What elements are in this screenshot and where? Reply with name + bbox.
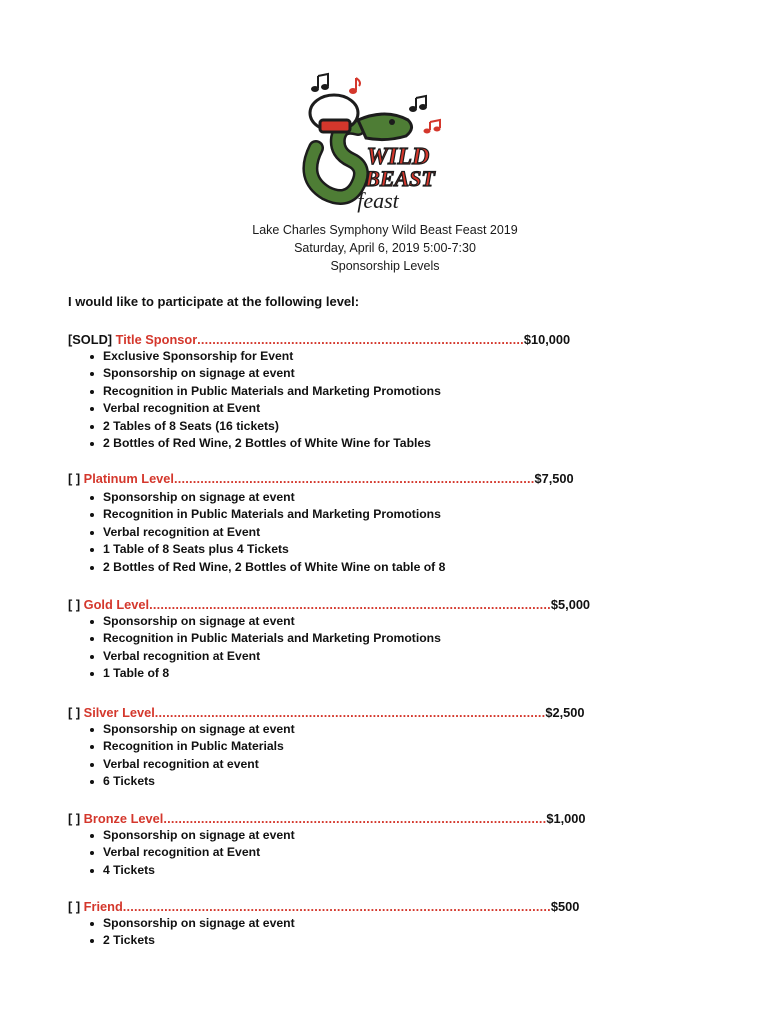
level-checkbox[interactable]: [SOLD] — [68, 332, 113, 347]
benefit-item: 1 Table of 8 Seats plus 4 Tickets — [88, 541, 445, 558]
music-note-icon — [349, 78, 360, 94]
leader-dots: ....................................................................................... — [197, 332, 524, 347]
music-note-icon — [424, 120, 441, 134]
benefit-item: Verbal recognition at event — [88, 756, 295, 773]
intro-text: I would like to participate at the following level: — [68, 294, 360, 309]
logo-line-beast: BEAST — [365, 166, 435, 191]
sponsorship-subtitle: Sponsorship Levels — [330, 259, 440, 273]
leader-dots: ........................................................................................................... — [149, 597, 551, 612]
benefit-item: Verbal recognition at Event — [88, 648, 441, 665]
leader-dots: ........................................................................................................ — [154, 705, 546, 720]
benefit-item: Sponsorship on signage at event — [88, 365, 441, 382]
event-date: Saturday, April 6, 2019 5:00-7:30 — [294, 241, 476, 255]
leader-dots: ................................................................................................ — [173, 471, 535, 486]
benefit-item: 2 Tickets — [88, 932, 295, 949]
level-name: Bronze Level — [83, 811, 164, 826]
benefit-item: Exclusive Sponsorship for Event — [88, 348, 441, 365]
level-bronze — [68, 810, 586, 827]
level-checkbox[interactable]: [ ] — [68, 811, 81, 826]
logo-line-feast: feast — [357, 188, 399, 213]
benefit-item: Recognition in Public Materials — [88, 738, 295, 755]
level-price: $2,500 — [545, 705, 585, 720]
benefit-item: 6 Tickets — [88, 773, 295, 790]
level-checkbox[interactable]: [ ] — [68, 705, 81, 720]
level-checkbox[interactable]: [ ] — [68, 471, 81, 486]
level-gold — [68, 596, 590, 613]
level-benefits-list — [88, 827, 295, 879]
level-price: $500 — [550, 899, 580, 914]
document-header — [0, 221, 770, 275]
level-silver — [68, 704, 585, 721]
benefit-item: 4 Tickets — [88, 862, 295, 879]
benefit-item: Sponsorship on signage at event — [88, 489, 445, 506]
level-price: $1,000 — [546, 811, 586, 826]
benefit-item: 2 Bottles of Red Wine, 2 Bottles of White Wine for Tables — [88, 435, 441, 452]
benefit-item: Recognition in Public Materials and Marketing Promotions — [88, 630, 441, 647]
wild-beast-feast-logo — [296, 68, 456, 216]
benefit-item: Recognition in Public Materials and Marketing Promotions — [88, 383, 441, 400]
benefit-item: Verbal recognition at Event — [88, 524, 445, 541]
level-title-sponsor — [68, 331, 570, 348]
benefit-item: Sponsorship on signage at event — [88, 915, 295, 932]
level-checkbox[interactable]: [ ] — [68, 899, 81, 914]
benefit-item: Recognition in Public Materials and Marketing Promotions — [88, 506, 445, 523]
benefit-item: 2 Tables of 8 Seats (16 tickets) — [88, 418, 441, 435]
level-benefits-list — [88, 348, 441, 452]
level-price: $5,000 — [550, 597, 591, 612]
level-friend — [68, 898, 579, 915]
event-title: Lake Charles Symphony Wild Beast Feast 2019 — [252, 223, 518, 237]
leader-dots: .................................................................................................................. — [122, 899, 551, 914]
leader-dots: ...................................................................................................... — [163, 811, 547, 826]
level-name: Silver Level — [83, 705, 155, 720]
level-benefits-list — [88, 613, 441, 683]
level-benefits-list — [88, 915, 295, 950]
benefit-item: Verbal recognition at Event — [88, 844, 295, 861]
benefit-item: 1 Table of 8 — [88, 665, 441, 682]
music-note-icon — [311, 74, 329, 92]
level-name: Gold Level — [83, 597, 150, 612]
level-name: Friend — [83, 899, 123, 914]
level-name: Title Sponsor — [115, 332, 198, 347]
level-benefits-list — [88, 721, 295, 791]
level-checkbox[interactable]: [ ] — [68, 597, 81, 612]
benefit-item: Sponsorship on signage at event — [88, 827, 295, 844]
level-price: $7,500 — [534, 471, 574, 486]
level-name: Platinum Level — [83, 471, 174, 486]
level-price: $10,000 — [523, 332, 571, 347]
logo-line-wild: WILD — [366, 144, 430, 170]
level-platinum — [68, 470, 574, 487]
benefit-item: Sponsorship on signage at event — [88, 613, 441, 630]
benefit-item: Sponsorship on signage at event — [88, 721, 295, 738]
music-note-icon — [409, 96, 427, 112]
level-benefits-list — [88, 489, 445, 576]
benefit-item: 2 Bottles of Red Wine, 2 Bottles of White Wine on table of 8 — [88, 559, 445, 576]
benefit-item: Verbal recognition at Event — [88, 400, 441, 417]
